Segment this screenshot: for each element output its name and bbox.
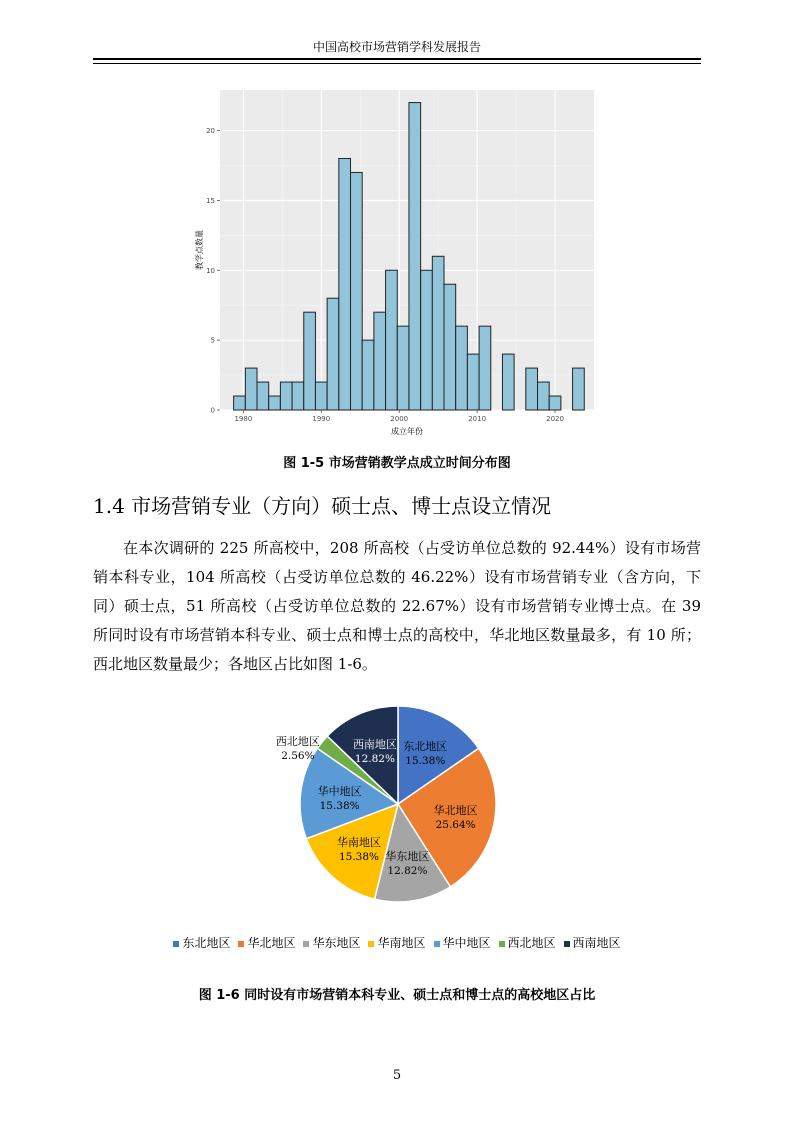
legend-item xyxy=(303,934,360,951)
legend-label: 华北地区 xyxy=(247,936,296,950)
histogram-bar xyxy=(234,396,246,410)
y-axis-label: 教学点数量 xyxy=(195,230,204,270)
legend-item xyxy=(238,934,295,951)
pie-category-label: 华中地区 xyxy=(317,784,362,798)
legend-swatch xyxy=(368,941,374,947)
page-number: 5 xyxy=(392,1068,402,1083)
histogram-bar xyxy=(269,396,281,410)
histogram-bar xyxy=(502,354,514,410)
legend-swatch xyxy=(238,941,244,947)
histogram-bar xyxy=(538,382,550,410)
legend-swatch xyxy=(173,941,179,947)
pie-category-label: 西南地区 xyxy=(352,737,397,751)
y-tick-label: 0 xyxy=(210,406,215,415)
pie-category-label: 东北地区 xyxy=(403,739,448,753)
histogram-bar xyxy=(304,312,316,410)
pie-value-label: 2.56% xyxy=(281,749,315,762)
legend-label: 华东地区 xyxy=(312,936,361,950)
histogram-bar xyxy=(292,382,304,410)
histogram-bar xyxy=(409,103,421,410)
histogram-bar xyxy=(432,256,444,410)
legend-label: 华中地区 xyxy=(442,936,491,950)
histogram-bar xyxy=(549,396,561,410)
histogram-bar xyxy=(362,340,374,410)
header-rule xyxy=(93,58,701,64)
x-tick-label: 2000 xyxy=(390,415,409,423)
legend-item xyxy=(368,934,425,951)
pie-category-label: 西北地区 xyxy=(275,734,320,748)
histogram-bar xyxy=(351,172,363,410)
section-heading: 1.4 市场营销专业（方向）硕士点、博士点设立情况 xyxy=(93,494,552,518)
histogram-svg xyxy=(190,88,602,438)
histogram-bar xyxy=(397,326,409,410)
histogram-bar xyxy=(374,312,386,410)
histogram-bar xyxy=(456,326,468,410)
paragraph-text: 在本次调研的 225 所高校中，208 所高校（占受访单位总数的 92.44%）设有市场营销本科专业，104 所高校（占受访单位总数的 46.22%）设有市场营销专业（含方向，下同）硕士点，51 所高校（占受访单位总数的 22.67%）设有市场营销专业博士点。在 39 所同时设有市场营销本科专业、硕士点和博士点的高校中，华北地区数量最多，有 10 所；西北地区数量最少；各地区占比如图 1-6。 xyxy=(93,539,701,673)
histogram-bar xyxy=(315,382,327,410)
y-tick-label: 10 xyxy=(206,266,215,275)
legend-swatch xyxy=(499,941,505,947)
legend-swatch xyxy=(564,941,570,947)
x-tick-label: 2010 xyxy=(468,415,487,423)
pie-value-label: 15.38% xyxy=(319,799,360,812)
x-tick-label: 2020 xyxy=(546,415,564,423)
histogram-bar xyxy=(327,298,339,410)
pie-category-label: 华东地区 xyxy=(385,850,430,864)
legend-label: 西南地区 xyxy=(572,936,621,950)
histogram-chart xyxy=(190,88,602,438)
legend-item xyxy=(564,934,621,951)
legend-item xyxy=(434,934,491,951)
y-tick-label: 15 xyxy=(206,196,215,205)
x-axis-label: 成立年份 xyxy=(391,427,423,436)
pie-value-label: 12.82% xyxy=(354,752,395,765)
pie-value-label: 15.38% xyxy=(405,754,446,767)
pie-value-label: 12.82% xyxy=(387,865,428,878)
pie-value-label: 15.38% xyxy=(338,851,380,864)
legend-swatch xyxy=(303,941,309,947)
histogram-bar xyxy=(444,284,456,410)
histogram-bar xyxy=(257,382,269,410)
pie-category-label: 华南地区 xyxy=(336,836,381,850)
legend-swatch xyxy=(434,941,440,947)
pie-category-label: 华北地区 xyxy=(433,803,478,817)
figure-1-5-caption: 图 1-5 市场营销教学点成立时间分布图 xyxy=(283,456,511,471)
legend-label: 华南地区 xyxy=(377,936,426,950)
histogram-bar xyxy=(467,354,479,410)
pie-chart xyxy=(260,700,540,910)
x-tick-label: 1990 xyxy=(312,415,331,423)
y-tick-label: 5 xyxy=(210,336,215,345)
histogram-bar xyxy=(245,368,257,410)
histogram-bar xyxy=(386,270,398,410)
x-tick-label: 1980 xyxy=(234,415,253,423)
pie-value-label: 25.64% xyxy=(435,818,476,831)
histogram-bar xyxy=(479,326,491,410)
y-tick-label: 20 xyxy=(206,127,215,136)
histogram-bar xyxy=(421,270,433,410)
histogram-bar xyxy=(280,382,292,410)
pie-legend xyxy=(93,934,701,951)
legend-label: 西北地区 xyxy=(507,936,556,950)
histogram-bar xyxy=(573,368,585,410)
pie-svg xyxy=(260,700,540,910)
body-paragraph xyxy=(93,534,701,679)
legend-label: 东北地区 xyxy=(182,936,231,950)
figure-1-6-caption: 图 1-6 同时设有市场营销本科专业、硕士点和博士点的高校地区占比 xyxy=(198,988,596,1003)
histogram-bar xyxy=(339,158,351,410)
histogram-bar xyxy=(526,368,538,410)
legend-item xyxy=(173,934,230,951)
running-header: 中国高校市场营销学科发展报告 xyxy=(312,40,481,54)
legend-item xyxy=(499,934,556,951)
